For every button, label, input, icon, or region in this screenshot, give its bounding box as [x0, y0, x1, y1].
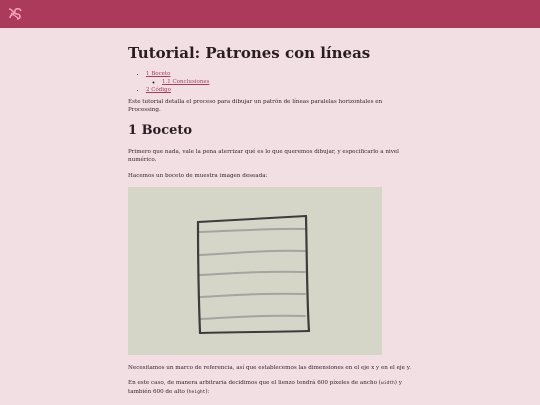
- code-height: height: [188, 389, 206, 395]
- paragraph: [128, 379, 414, 397]
- toc-link-conclusiones[interactable]: 1.1 Conclusiones: [162, 79, 210, 85]
- text: ) y también 600 de alto (: [128, 379, 402, 395]
- section-heading-boceto: 1 Boceto: [128, 123, 193, 138]
- toc-item: [146, 70, 414, 86]
- pink-knot-logo-icon[interactable]: [7, 6, 23, 22]
- page-title: Tutorial: Patrones con líneas: [128, 44, 371, 62]
- text: En este caso, de manera arbitraria decidimos que el lienzo tendrá 600 píxeles de ancho (: [128, 379, 381, 386]
- code-width: width: [380, 380, 395, 386]
- toc-item: [162, 78, 414, 86]
- intro-paragraph: Este tutorial detalla el proceso para dibujar un patrón de líneas paralelas horizontales en Processing.: [128, 99, 383, 113]
- toc-link-boceto[interactable]: 1 Boceto: [146, 71, 171, 77]
- table-of-contents: [128, 70, 414, 94]
- paragraph: Necesitamos un marco de referencia, así que establecemos las dimensiones en el eje x y en el eje y.: [128, 364, 411, 371]
- toc-link-codigo[interactable]: 2 Código: [146, 87, 171, 93]
- paragraph: Primero que nada, vale la pena aterrizar qué es lo que queremos dibujar, y especificarlo a nivel numérico.: [128, 148, 399, 163]
- text: ):: [205, 388, 210, 395]
- site-header: [0, 0, 540, 28]
- article: [128, 28, 414, 397]
- paragraph: Hacemos un boceto de muestra imagen deseada:: [128, 172, 268, 179]
- sketch-image: [128, 187, 382, 355]
- toc-item: [146, 86, 414, 94]
